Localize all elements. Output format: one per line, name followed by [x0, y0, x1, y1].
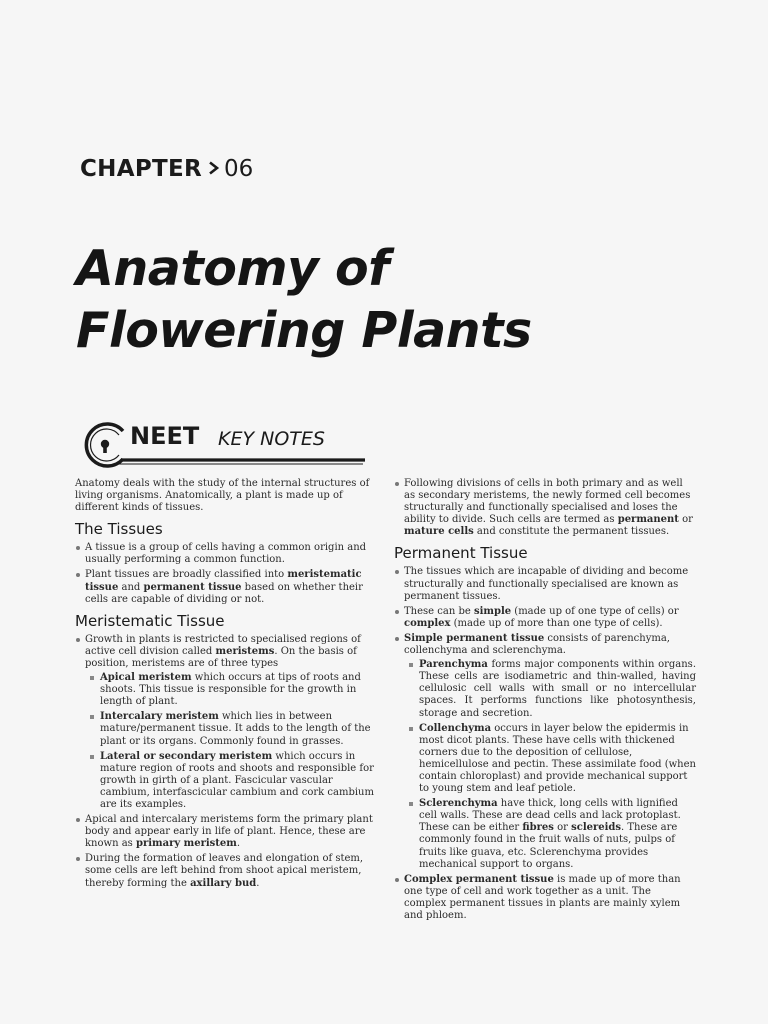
- list-item: Plant tissues are broadly classified into meristematic tissue and permanent tissue based on whether their cells are capable of dividing or not.: [75, 569, 375, 605]
- neet-label: NEET: [130, 422, 200, 450]
- list-item: Simple permanent tissue consists of parenchyma, collenchyma and sclerenchyma. Parenchyma forms major components within organs. These cells are isodiametric and thin-walled, having cellulosic cell walls with small or no intercellular spaces. It performs functions like photosynthesis, storage and secretion. Collenchyma occurs in layer below the epidermis in most dicot plants. These have cells with thickened corners due to the deposition of cellulose, hemicellulose and pectin. These assimilate food (when contain chloroplast) and provide mechanical support to young stem and leaf petiole. Sclerenchyma have thick, long cells with lignified cell walls. These are dead cells and lack protoplast. These can be either fibres or sclereids. These are commonly found in the fruit walls of nuts, pulps of fruits like guava, etc. Sclerenchyma provides mechanical support to organs.: [394, 633, 696, 871]
- list-item: Intercalary meristem which lies in between mature/permanent tissue. It adds to the length of the plant or its organs. Commonly found in grasses.: [85, 711, 375, 747]
- page-title: [76, 238, 532, 362]
- list-item: Sclerenchyma have thick, long cells with lignified cell walls. These are dead cells and lack protoplast. These can be either fibres or sclereids. These are commonly found in the fruit walls of nuts, pulps of fruits like guava, etc. Sclerenchyma provides mechanical support to organs.: [404, 798, 696, 871]
- left-column: [75, 478, 375, 893]
- chapter-number: 06: [224, 156, 254, 182]
- intro-paragraph: Anatomy deals with the study of the internal structures of living organisms. Anatomically, a plant is made up of different kinds of tissues.: [75, 478, 370, 514]
- list-item: Following divisions of cells in both primary and as well as secondary meristems, the newly formed cell becomes structurally and functionally specialised and loses the ability to divide. Such cells are termed as permanent or mature cells and constitute the permanent tissues.: [394, 478, 696, 538]
- permanent-tissue-list: [394, 566, 696, 922]
- chapter-word: CHAPTER: [80, 156, 202, 182]
- list-item: Apical meristem which occurs at tips of roots and shoots. This tissue is responsible for the growth in length of plant.: [85, 672, 375, 708]
- title-line-1: Anatomy of: [76, 240, 389, 297]
- list-item: Apical and intercalary meristems form the primary plant body and appear early in life of plant. Hence, these are known as primary meristem.: [75, 814, 375, 850]
- title-line-2: Flowering Plants: [76, 302, 532, 359]
- tissues-list: [75, 542, 375, 605]
- heading-meristematic-tissue: Meristematic Tissue: [75, 611, 225, 630]
- intro-list: [394, 478, 696, 538]
- heading-the-tissues: The Tissues: [75, 520, 163, 539]
- list-item: Growth in plants is restricted to specialised regions of active cell division called meristems. On the basis of position, meristems are of three types Apical meristem which occurs at tips of roots and shoots. This tissue is responsible for the growth in length of plant. Intercalary meristem which lies in between mature/permanent tissue. It adds to the length of the plant or its organs. Commonly found in grasses. Lateral or secondary meristem which occurs in mature region of roots and shoots and responsible for growth in girth of a plant. Fascicular vascular cambium, interfascicular cambium and cork cambium are its examples.: [75, 634, 375, 811]
- meristem-list: [75, 634, 375, 890]
- list-item: These can be simple (made up of one type of cells) or complex (made up of more than one type of cells).: [394, 606, 696, 630]
- list-item: Lateral or secondary meristem which occurs in mature region of roots and shoots and responsible for growth in girth of a plant. Fascicular vascular cambium, interfascicular cambium and cork cambium are its examples.: [85, 751, 375, 811]
- list-item: The tissues which are incapable of dividing and become structurally and functionally specialised are known as permanent tissues.: [394, 566, 696, 602]
- list-item: During the formation of leaves and elongation of stem, some cells are left behind from shoot apical meristem, thereby forming the axillary bud.: [75, 853, 375, 889]
- chapter-label: [80, 156, 253, 182]
- chevron-right-icon: [208, 161, 220, 175]
- list-item: Parenchyma forms major components within organs. These cells are isodiametric and thin-walled, having cellulosic cell walls with small or no intercellular spaces. It performs functions like photosynthesis, storage and secretion.: [404, 659, 696, 719]
- heading-permanent-tissue: Permanent Tissue: [394, 544, 528, 563]
- list-item: Complex permanent tissue is made up of more than one type of cell and work together as a unit. The complex permanent tissues in plants are mainly xylem and phloem.: [394, 874, 696, 922]
- list-item: A tissue is a group of cells having a common origin and usually performing a common function.: [75, 542, 375, 566]
- meristem-types-list: [85, 672, 375, 811]
- key-notes-label: KEY NOTES: [218, 428, 325, 450]
- list-item: Collenchyma occurs in layer below the epidermis in most dicot plants. These have cells with thickened corners due to the deposition of cellulose, hemicellulose and pectin. These assimilate food (when contain chloroplast) and provide mechanical support to young stem and leaf petiole.: [404, 723, 696, 796]
- simple-tissue-types-list: [404, 659, 696, 871]
- right-column: [394, 478, 696, 925]
